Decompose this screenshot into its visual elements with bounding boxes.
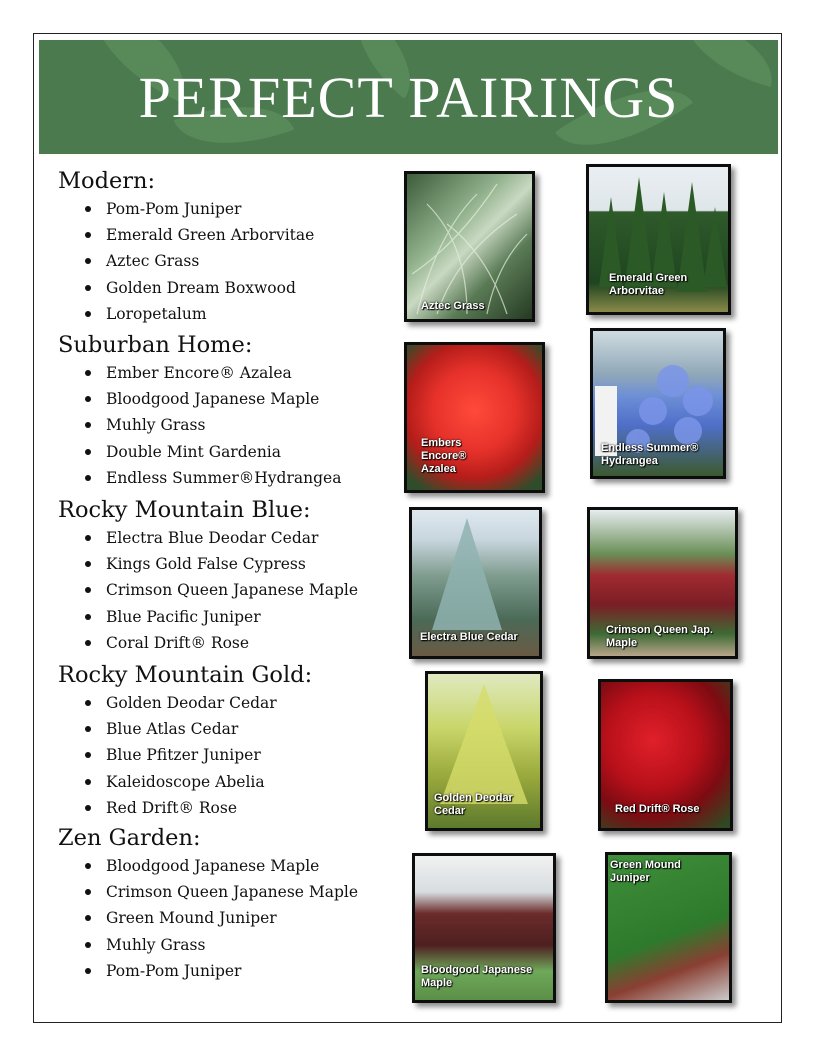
photo-caption: Bloodgood Japanese Maple [421, 964, 533, 989]
list-item: Ember Encore® Azalea [58, 360, 341, 386]
plant-list [58, 525, 358, 656]
list-item: Green Mound Juniper [58, 905, 358, 931]
list-item: Crimson Queen Japanese Maple [58, 577, 358, 603]
list-item: Coral Drift® Rose [58, 630, 358, 656]
photo-caption: Embers Encore® Azalea [421, 437, 467, 475]
list-item: Blue Pfitzer Juniper [58, 742, 312, 768]
list-item: Blue Pacific Juniper [58, 604, 358, 630]
list-item: Double Mint Gardenia [58, 439, 341, 465]
red-drift-rose-photo [598, 679, 733, 831]
plant-list [58, 360, 341, 491]
list-item: Emerald Green Arborvitae [58, 222, 314, 248]
list-item: Pom-Pom Juniper [58, 958, 358, 984]
section-rocky-mountain-blue [58, 495, 358, 656]
grass-illustration [407, 174, 532, 319]
list-item: Kings Gold False Cypress [58, 551, 358, 577]
crimson-queen-maple-photo [587, 507, 738, 659]
emerald-green-arborvitae-photo [586, 164, 731, 315]
photo-caption: Aztec Grass [421, 300, 485, 312]
list-item: Red Drift® Rose [58, 795, 312, 821]
photo-caption: Electra Blue Cedar [420, 631, 518, 643]
electra-blue-cedar-photo [409, 507, 542, 659]
list-item: Golden Dream Boxwood [58, 275, 314, 301]
list-item: Kaleidoscope Abelia [58, 769, 312, 795]
list-item: Electra Blue Deodar Cedar [58, 525, 358, 551]
list-item: Bloodgood Japanese Maple [58, 853, 358, 879]
plant-list [58, 690, 312, 821]
list-item: Blue Atlas Cedar [58, 716, 312, 742]
section-modern [58, 166, 314, 327]
list-item: Muhly Grass [58, 412, 341, 438]
plant-list [58, 853, 358, 984]
list-item: Crimson Queen Japanese Maple [58, 879, 358, 905]
list-item: Golden Deodar Cedar [58, 690, 312, 716]
aztec-grass-photo [404, 171, 535, 322]
bloodgood-japanese-maple-photo [412, 853, 556, 1003]
photo-caption: Green Mound Juniper [610, 859, 681, 884]
photo-caption: Endless Summer® Hydrangea [601, 442, 699, 467]
photo-caption: Red Drift® Rose [615, 803, 700, 815]
photo-caption: Crimson Queen Jap. Maple [606, 624, 713, 649]
list-item: Loropetalum [58, 301, 314, 327]
list-item: Pom-Pom Juniper [58, 196, 314, 222]
list-item: Endless Summer®Hydrangea [58, 465, 341, 491]
plant-list [58, 196, 314, 327]
green-mound-juniper-photo [605, 852, 732, 1003]
list-item: Bloodgood Japanese Maple [58, 386, 341, 412]
section-title: Suburban Home: [58, 332, 253, 358]
list-item: Aztec Grass [58, 248, 314, 274]
section-suburban-home [58, 330, 341, 491]
embers-encore-azalea-photo [404, 342, 545, 493]
list-item: Muhly Grass [58, 932, 358, 958]
title-banner [39, 40, 778, 154]
section-title: Rocky Mountain Gold: [58, 662, 313, 688]
photo-caption: Golden Deodar Cedar [434, 792, 513, 817]
section-title: Zen Garden: [58, 825, 201, 851]
section-zen-garden [58, 823, 358, 984]
section-title: Rocky Mountain Blue: [58, 497, 311, 523]
page-title: PERFECT PAIRINGS [138, 64, 679, 130]
photo-caption: Emerald Green Arborvitae [609, 272, 688, 297]
section-rocky-mountain-gold [58, 660, 312, 821]
golden-deodar-cedar-photo [425, 671, 543, 831]
endless-summer-hydrangea-photo [590, 328, 726, 479]
section-title: Modern: [58, 168, 156, 194]
